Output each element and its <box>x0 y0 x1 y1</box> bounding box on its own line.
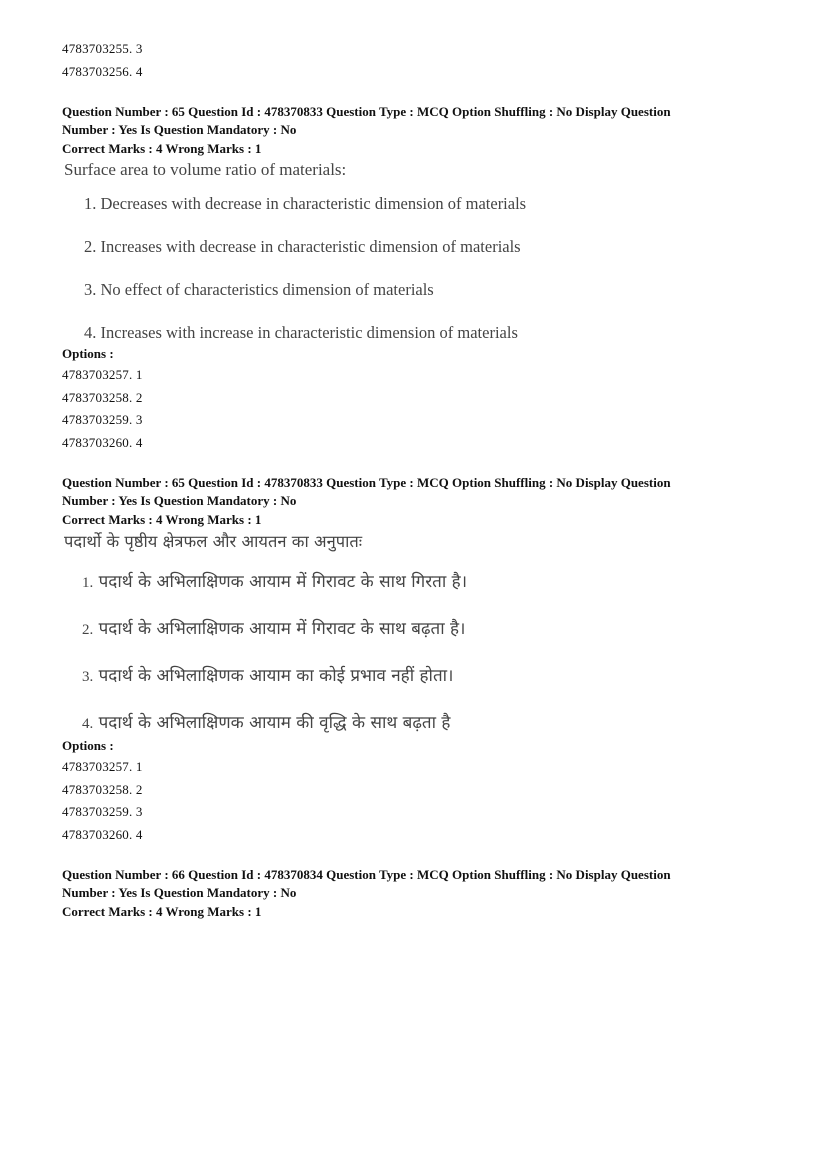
option-id: 4783703260 <box>62 826 129 842</box>
question-marks: Correct Marks : 4 Wrong Marks : 1 <box>62 904 262 919</box>
item-number: 3. <box>82 669 94 685</box>
question-header-line: Question Number : 65 Question Id : 478370833 Question Type : MCQ Option Shuffling : No Display Question <box>62 475 671 490</box>
question-header-line: Number : Yes Is Question Mandatory : No <box>62 493 297 508</box>
option-line: 4783703258. 2 <box>62 781 143 797</box>
question-item: 2. Increases with decrease in characteristic dimension of materials <box>84 237 521 256</box>
option-line: 4783703259. 3 <box>62 804 143 819</box>
question-item: 3. No effect of characteristics dimension of materials <box>84 280 434 299</box>
option-number: 4 <box>135 826 143 842</box>
question-block-next <box>62 866 772 922</box>
option-line: 4783703258. 2 <box>62 389 143 405</box>
option-number: 3 <box>135 41 143 56</box>
option-id: 4783703255 <box>62 41 129 56</box>
item-text: पदार्थ के अभिलाक्षिणक आयाम में गिरावट के साथ बढ़ता है। <box>98 619 466 639</box>
question-header-line: Question Number : 65 Question Id : 478370833 Question Type : MCQ Option Shuffling : No Display Question <box>62 104 671 119</box>
question-item: 4. Increases with increase in characteristic dimension of materials <box>84 323 518 342</box>
option-id: 4783703258 <box>62 389 129 405</box>
question-header-line: Question Number : 66 Question Id : 478370834 Question Type : MCQ Option Shuffling : No Display Question <box>62 867 671 882</box>
item-text: पदार्थ के अभिलाक्षिणक आयाम की वृद्धि के साथ बढ़ता है <box>98 713 451 733</box>
item-number: 2. <box>82 622 94 638</box>
question-item <box>82 664 772 689</box>
question-marks: Correct Marks : 4 Wrong Marks : 1 <box>62 141 262 156</box>
option-number: 1 <box>135 759 143 774</box>
option-line: 4783703257. 1 <box>62 759 143 774</box>
question-item <box>82 617 772 642</box>
question-stem: Surface area to volume ratio of materials: <box>64 160 347 179</box>
options-label: Options : <box>62 346 114 361</box>
option-number: 2 <box>135 781 143 797</box>
option-number: 4 <box>135 434 143 450</box>
question-image-english <box>62 159 772 344</box>
question-item: 1. Decreases with decrease in characteristic dimension of materials <box>84 194 527 213</box>
options-label: Options : <box>62 738 114 753</box>
question-header-line: Number : Yes Is Question Mandatory : No <box>62 885 297 900</box>
item-text: पदार्थ के अभिलाक्षिणक आयाम में गिरावट के साथ गिरता है। <box>98 572 468 592</box>
previous-question-options <box>62 38 772 83</box>
question-item <box>82 570 772 595</box>
option-number: 3 <box>135 804 143 819</box>
option-number: 4 <box>135 63 143 79</box>
option-id: 4783703258 <box>62 781 129 797</box>
option-number: 1 <box>135 367 143 382</box>
option-line: 4783703257. 1 <box>62 367 143 382</box>
option-line: 4783703255. 3 <box>62 41 143 56</box>
option-line: 4783703260. 4 <box>62 434 143 450</box>
question-block-english <box>62 103 772 454</box>
question-item <box>82 711 772 736</box>
item-number: 4. <box>82 716 94 732</box>
option-id: 4783703257 <box>62 367 129 382</box>
question-block-hindi <box>62 474 772 846</box>
option-id: 4783703259 <box>62 804 129 819</box>
option-id: 4783703260 <box>62 434 129 450</box>
option-id: 4783703259 <box>62 412 129 427</box>
option-line: 4783703256. 4 <box>62 63 143 79</box>
question-header-line: Number : Yes Is Question Mandatory : No <box>62 122 297 137</box>
option-id: 4783703257 <box>62 759 129 774</box>
item-number: 1. <box>82 575 94 591</box>
item-text: पदार्थ के अभिलाक्षिणक आयाम का कोई प्रभाव नहीं होता। <box>98 666 454 686</box>
option-number: 3 <box>135 412 143 427</box>
option-line: 4783703260. 4 <box>62 826 143 842</box>
question-marks: Correct Marks : 4 Wrong Marks : 1 <box>62 512 262 527</box>
question-stem: पदार्थो के पृष्ठीय क्षेत्रफल और आयतन का अनुपातः <box>64 532 363 551</box>
document-page <box>62 38 772 922</box>
option-number: 2 <box>135 389 143 405</box>
option-line: 4783703259. 3 <box>62 412 143 427</box>
option-id: 4783703256 <box>62 63 129 79</box>
question-image-hindi <box>62 530 772 736</box>
